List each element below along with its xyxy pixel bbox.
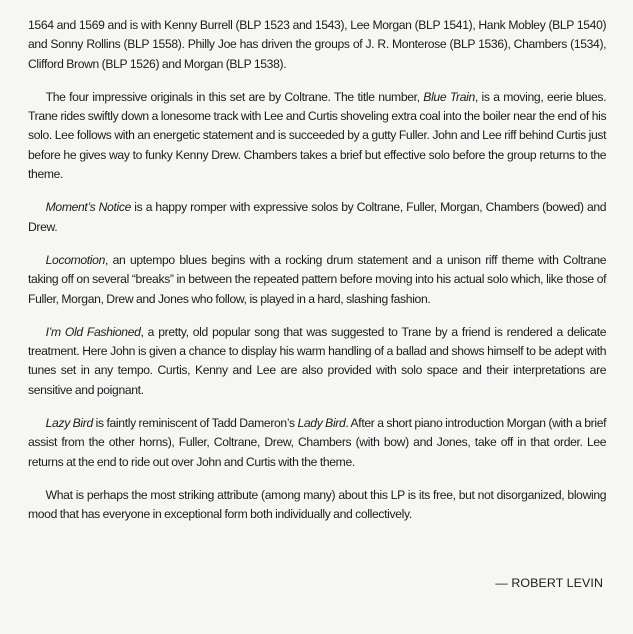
paragraph-5	[28, 323, 606, 400]
author-signature: — ROBERT LEVIN	[495, 576, 603, 590]
paragraph-1	[28, 16, 606, 74]
italic-title: Lady Bird	[297, 416, 346, 431]
paragraph-7	[28, 486, 606, 525]
paragraph-text: is faintly reminiscent of Tadd Dameron’s	[92, 416, 298, 431]
paragraph-4	[28, 251, 606, 309]
paragraph-text: What is perhaps the most striking attribute (among many) about this LP is its free, but not disorganized, blowing mood that has everyone in exceptional form both individually and collectively.	[28, 487, 607, 522]
paragraph-2	[28, 88, 606, 184]
italic-title: Moment’s Notice	[45, 200, 131, 215]
paragraph-text: . After a short piano introduction Morgan (with a brief assist from the other horns), Fuller, Coltrane, Drew, Chambers (with bow) and Jones, take off in that order. Lee returns at the end to ride out over John and Curtis with the theme.	[28, 416, 607, 469]
italic-title: I’m Old Fashioned	[45, 324, 141, 339]
paragraph-text: is a happy romper with expressive solos by Coltrane, Fuller, Morgan, Chambers (bowed) and Drew.	[28, 200, 607, 234]
paragraph-text: 1564 and 1569 and is with Kenny Burrell (BLP 1523 and 1543), Lee Morgan (BLP 1541), Hank Mobley (BLP 1540) and Sonny Rollins (BLP 1558). Philly Joe has driven the groups of J. R. Monterose (BLP 1536), Chambers (1534), Clifford Brown (BLP 1526) and Morgan (BLP 1538).	[28, 18, 607, 71]
liner-notes-body	[28, 16, 606, 525]
paragraph-text: The four impressive originals in this set are by Coltrane. The title number,	[45, 89, 424, 104]
paragraph-text: , an uptempo blues begins with a rocking drum statement and a unison riff theme with Coltrane taking off on several “breaks” in between the repeated pattern before moving into his actual solo which, like those of Fuller, Morgan, Drew and Jones who follow, is played in a hard, slashing fashion.	[28, 252, 607, 306]
italic-title: Lazy Bird	[45, 416, 93, 431]
paragraph-text: , a pretty, old popular song that was suggested to Trane by a friend is rendered a delicate treatment. Here John is given a chance to display his warm handling of a ballad and shows himself to be adept with tunes set in any tempo. Curtis, Kenny and Lee are also provided with solo space and their interpretations are sensitive and poignant.	[28, 324, 607, 397]
italic-title: Locomotion	[45, 252, 105, 267]
italic-title: Blue Train	[423, 89, 475, 104]
paragraph-3	[28, 198, 606, 237]
paragraph-text: , is a moving, eerie blues. Trane rides swiftly down a lonesome track with Lee and Curtis shoveling extra coal into the boiler near the end of his solo. Lee follows with an energetic statement and is succeeded by a gutty Fuller. John and Lee riff behind Curtis just before he gives way to funky Kenny Drew. Chambers takes a brief but effective solo before the group returns to the theme.	[28, 89, 607, 182]
paragraph-6	[28, 414, 606, 472]
